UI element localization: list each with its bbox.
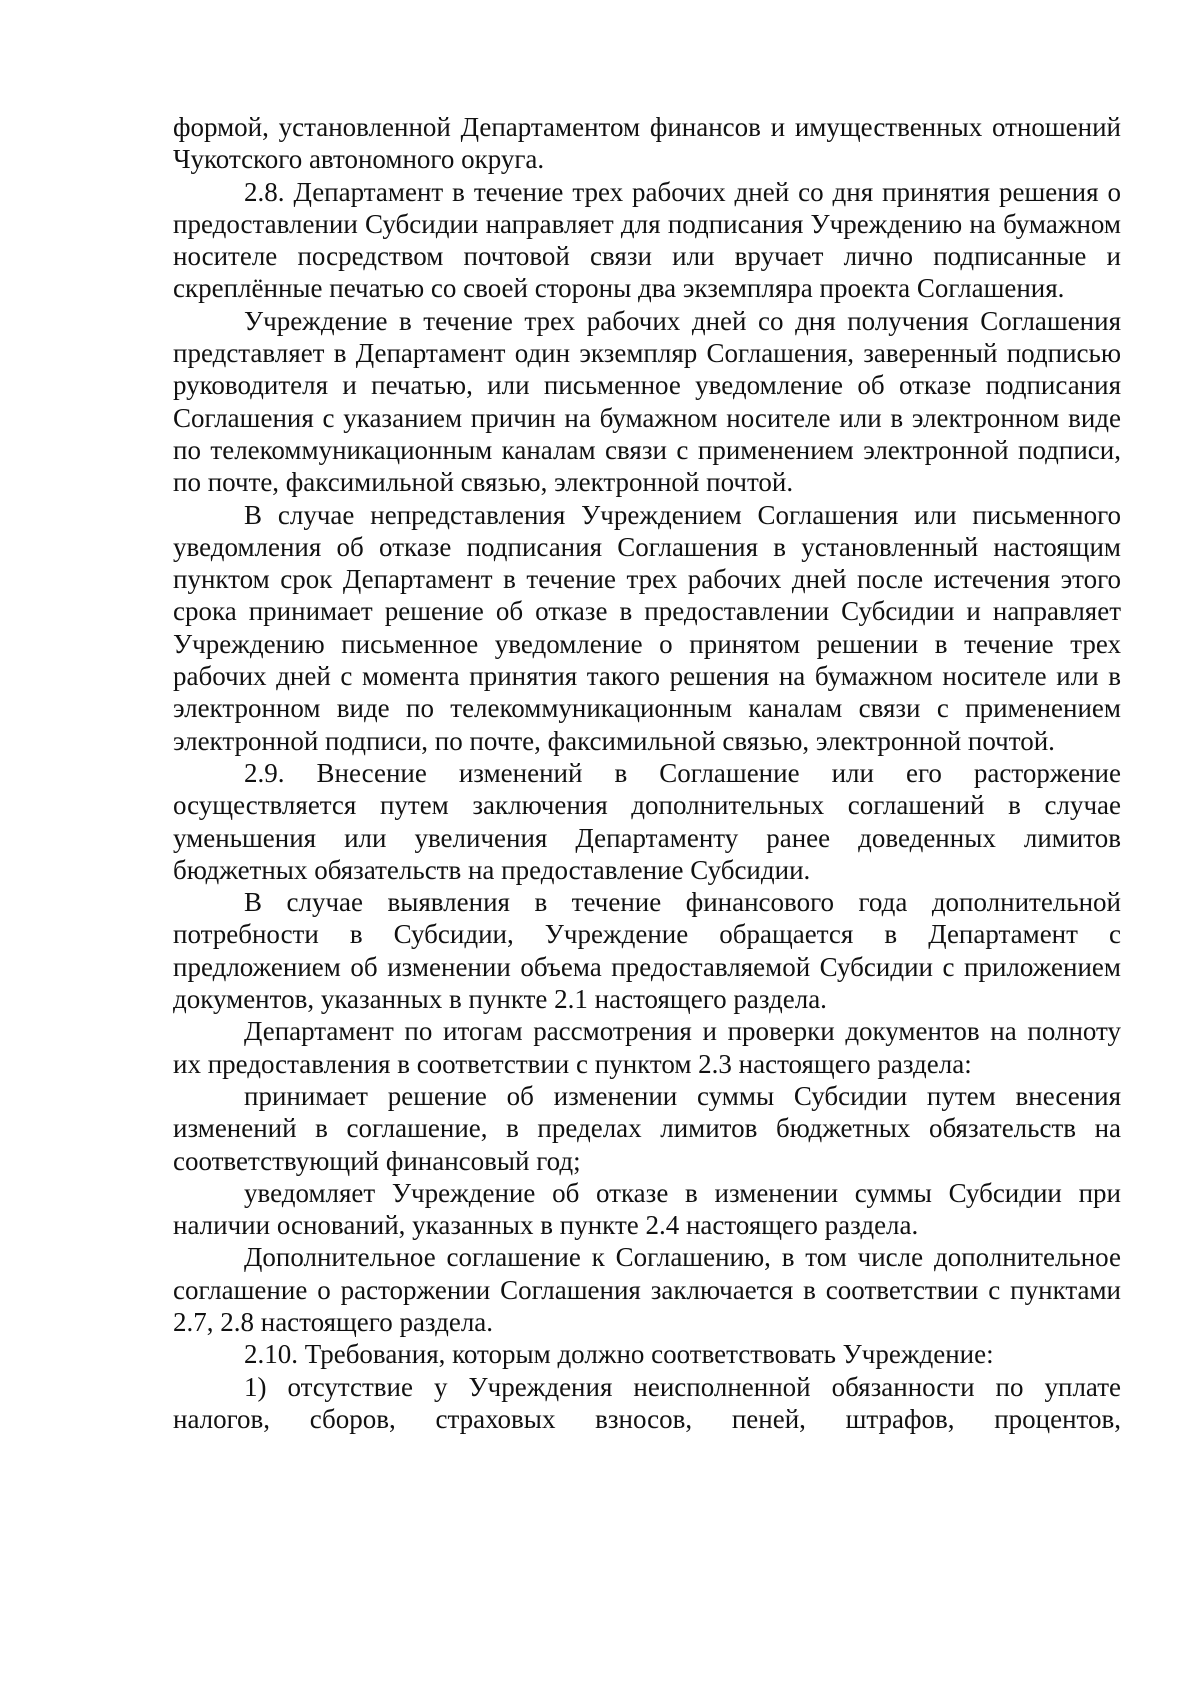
paragraph-review-results: Департамент по итогам рассмотрения и проверки документов на полноту их предоставления в соответствии с пунктом 2.3 настоящего раздела:: [173, 1016, 1121, 1079]
paragraph-accept-decision: принимает решение об изменении суммы Субсидии путем внесения изменений в соглашение, в пределах лимитов бюджетных обязательств на соответствующий финансовый год;: [173, 1080, 1121, 1176]
paragraph-requirement-1: 1) отсутствие у Учреждения неисполненной обязанности по уплате налогов, сборов, страховых взносов, пеней, штрафов, процентов,: [173, 1371, 1121, 1434]
paragraph-2-10: 2.10. Требования, которым должно соответствовать Учреждение:: [244, 1339, 994, 1370]
paragraph-agreement-return: Учреждение в течение трех рабочих дней со дня получения Соглашения представляет в Департамент один экземпляр Соглашения, заверенный подписью руководителя и печатью, или письменное уведомление об отказе подписания Соглашения с указанием причин на бумажном носителе или в электронном виде по телекоммуникационным каналам связи с применением электронной подписи, по почте, факсимильной связью, электронной почтой.: [173, 305, 1121, 498]
paragraph-notify-refusal: уведомляет Учреждение об отказе в изменении суммы Субсидии при наличии оснований, указанных в пункте 2.4 настоящего раздела.: [173, 1177, 1121, 1241]
paragraph-2-9: 2.9. Внесение изменений в Соглашение или его расторжение осуществляется путем заключения дополнительных соглашений в случае уменьшения или увеличения Департаменту ранее доведенных лимитов бюджетных обязательств на предоставление Субсидии.: [173, 757, 1121, 885]
paragraph-non-submission: В случае непредставления Учреждением Соглашения или письменного уведомления об отказе подписания Соглашения в установленный настоящим пунктом срок Департамент в течение трех рабочих дней после истечения этого срока принимает решение об отказе в предоставлении Субсидии и направляет Учреждению письменное уведомление о принятом решении в течение трех рабочих дней с момента принятия такого решения на бумажном носителе или в электронном виде по телекоммуникационным каналам связи с применением электронной подписи, по почте, факсимильной связью, электронной почтой.: [173, 499, 1121, 756]
paragraph-continuation: формой, установленной Департаментом финансов и имущественных отношений Чукотского автономного округа.: [173, 112, 1121, 175]
paragraph-2-8: 2.8. Департамент в течение трех рабочих дней со дня принятия решения о предоставлении Субсидии направляет для подписания Учреждению на бумажном носителе посредством почтовой связи или вручает лично подписанные и скреплённые печатью со своей стороны два экземпляра проекта Соглашения.: [173, 176, 1121, 304]
document-page: [173, 111, 1121, 1435]
paragraph-additional-need: В случае выявления в течение финансового года дополнительной потребности в Субсидии, Учреждение обращается в Департамент с предложением об изменении объема предоставляемой Субсидии с приложением документов, указанных в пункте 2.1 настоящего раздела.: [173, 887, 1121, 1015]
paragraph-additional-agreement: Дополнительное соглашение к Соглашению, в том числе дополнительное соглашение о расторжении Соглашения заключается в соответствии с пунктами 2.7, 2.8 настоящего раздела.: [173, 1242, 1121, 1337]
